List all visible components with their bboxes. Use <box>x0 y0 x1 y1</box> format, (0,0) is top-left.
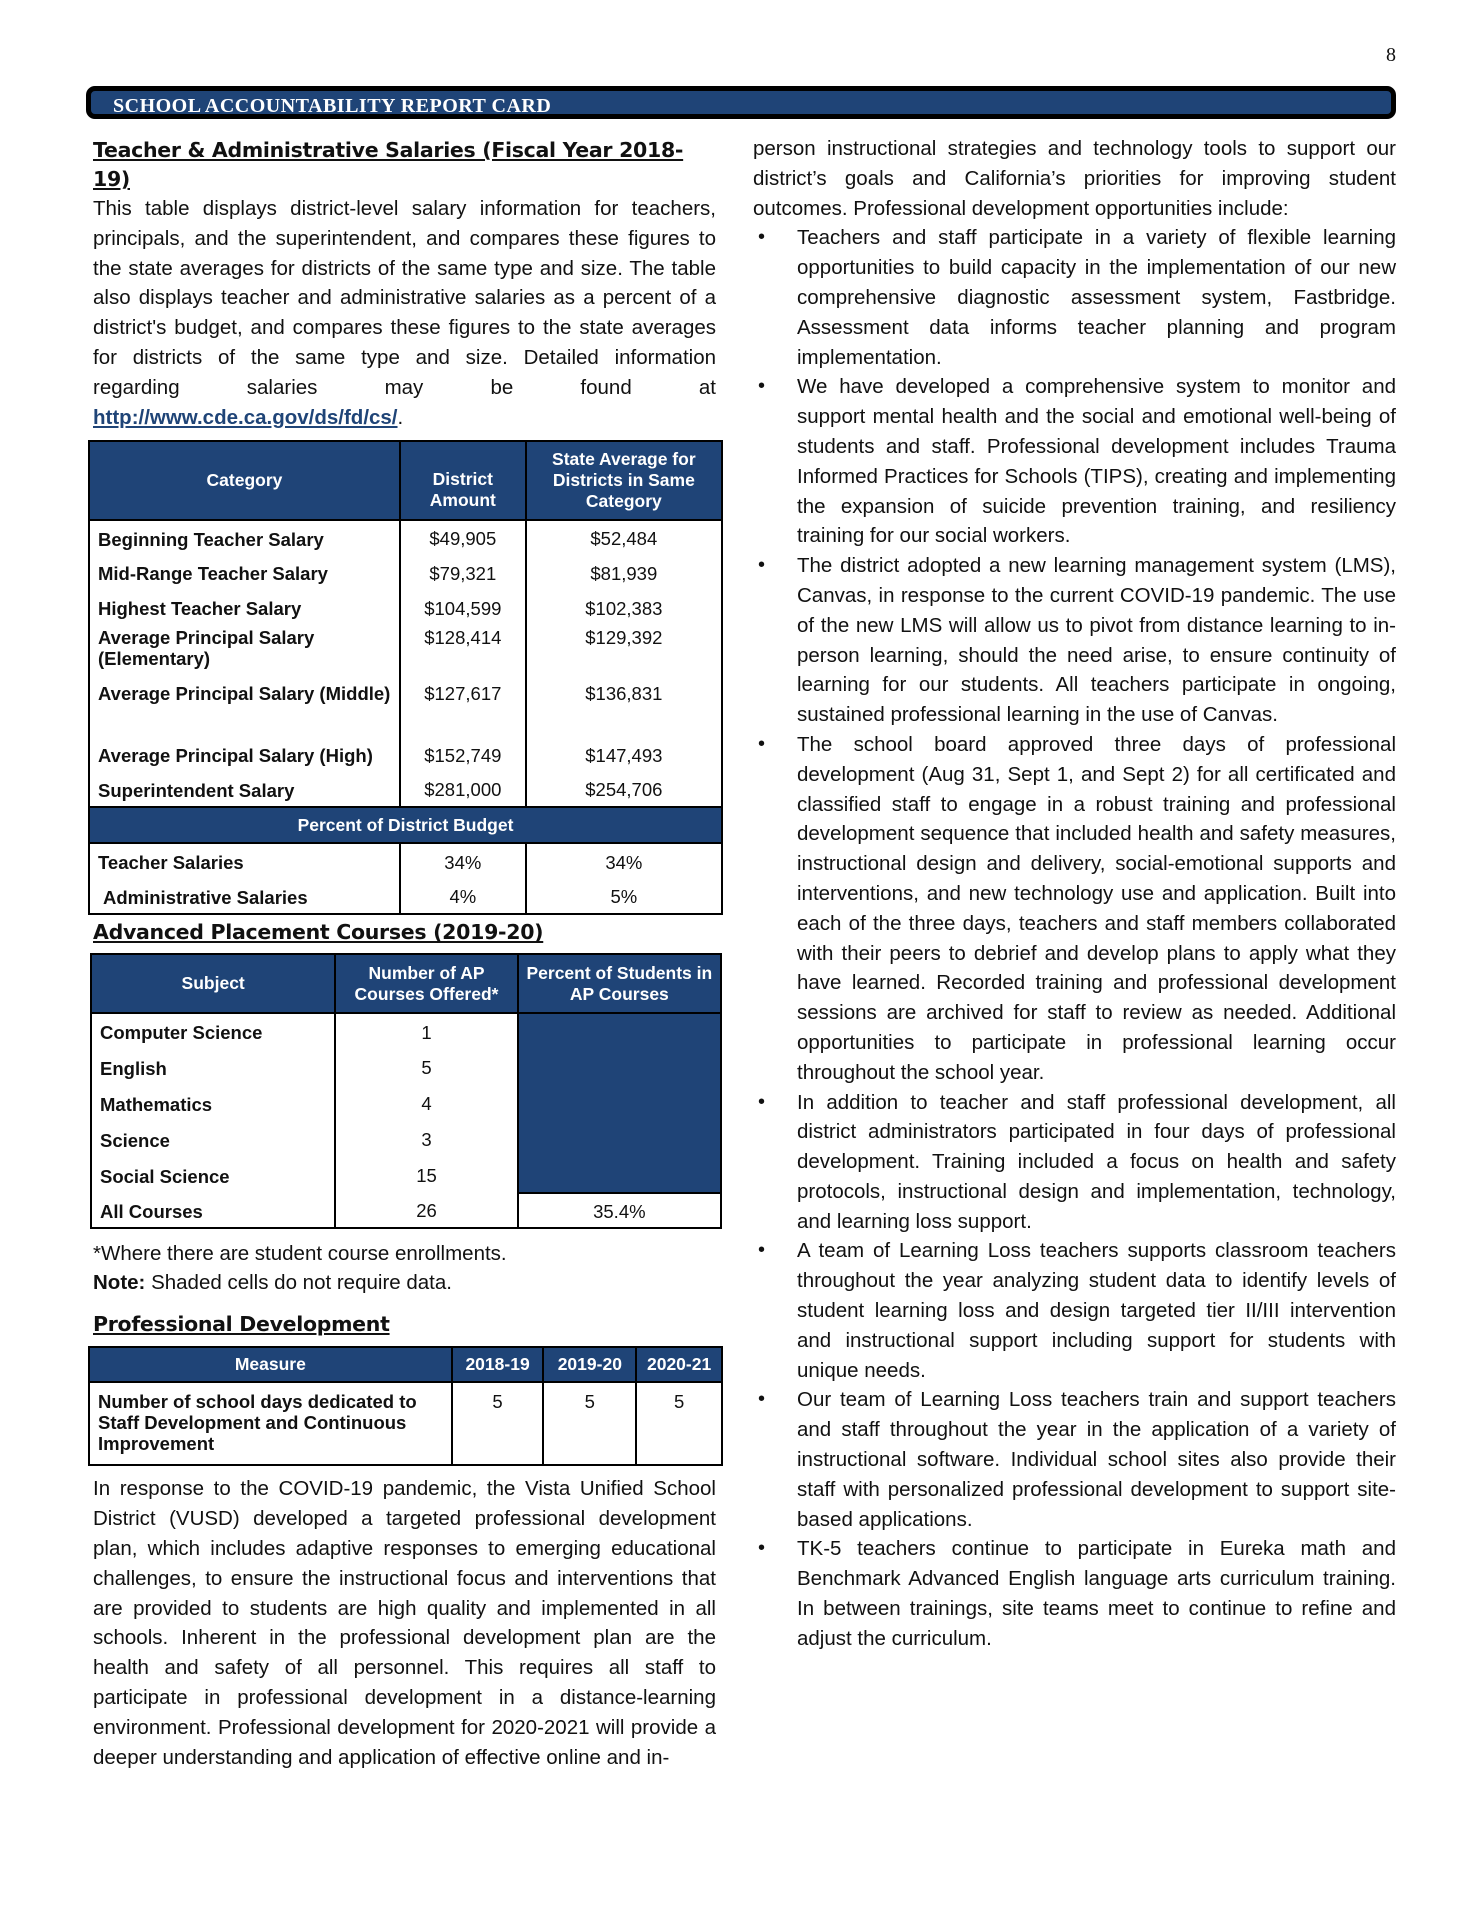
column-header: Measure <box>89 1347 452 1382</box>
report-banner <box>86 86 1396 119</box>
list-item: • We have developed a comprehensive system to monitor and support mental health and the social and emotional well-being of students and staff. Professional development includes Trauma Informed Practices for Schools (TIPS), creating and implementing the expansion of suicide prevention training, and resiliency training for our social workers. <box>753 372 1396 551</box>
bullet-icon: • <box>758 1239 766 1262</box>
list-item: • A team of Learning Loss teachers supports classroom teachers throughout the year analyzing student data to identify levels of student learning loss and design targeted tier II/III intervention and instructional support including support for students with unique needs. <box>753 1236 1396 1385</box>
column-header: 2019-20 <box>543 1347 636 1382</box>
table-row: Computer Science 1 <box>91 1013 721 1049</box>
salaries-heading: Teacher & Administrative Salaries (Fiscal Year 2018-19) <box>93 138 684 191</box>
column-header: State Average for Districts in Same Category <box>526 441 722 520</box>
table-row: All Courses 26 35.4% <box>91 1193 721 1228</box>
banner-title: SCHOOL ACCOUNTABILITY REPORT CARD <box>113 95 552 117</box>
pd-table <box>88 1346 723 1466</box>
bullet-icon: • <box>758 1388 766 1411</box>
ap-heading: Advanced Placement Courses (2019-20) <box>93 920 544 945</box>
pd-continuation: person instructional strategies and technology tools to support our district’s goals and California’s priorities for improving student outcomes. Professional development opportunities include: <box>753 137 1396 220</box>
column-header: Number of AP Courses Offered* <box>335 954 517 1013</box>
pd-paragraph: In response to the COVID-19 pandemic, the Vista Unified School District (VUSD) developed a targeted professional development plan, which includes adaptive responses to emerging educational challenges, to ensure the instructional focus and interventions that are provided to students are high quality and implemented in all schools. Inherent in the professional development plan are the health and safety of all personnel. This requires all staff to participate in professional development in a distance-learning environment. Professional development for 2020-2021 will provide a deeper understanding and application of effective online and in- <box>93 1477 716 1769</box>
ap-table <box>90 953 722 1229</box>
table-row: Mid-Range Teacher Salary $79,321 $81,939 <box>89 555 722 590</box>
column-header: Subject <box>91 954 335 1013</box>
list-item: • The school board approved three days of professional development (Aug 31, Sept 1, and Sept 2) for all certificated and classified staff to engage in a robust training and professional development sequence that included health and safety measures, instructional design and delivery, social-emotional supports and interventions, and new technology use and application. Built into each of the three days, teachers and staff members collaborated with their peers to debrief and develop plans to apply what they have learned. Recorded training and professional development sessions are archived for staff to review as needed. Additional opportunities to participate in professional learning occur throughout the school year. <box>753 730 1396 1088</box>
table-row: Social Science 15 <box>91 1157 721 1193</box>
table-row: English 5 <box>91 1049 721 1085</box>
left-column <box>93 136 716 1772</box>
list-item: • Our team of Learning Loss teachers train and support teachers and staff throughout the year in the application of a variety of instructional software. Individual school sites also provide their staff with personalized professional development to support site-based applications. <box>753 1385 1396 1534</box>
table-row: Mathematics 4 <box>91 1085 721 1121</box>
shaded-cell <box>518 1013 721 1193</box>
ap-footnote: *Where there are student course enrollments. <box>93 1242 507 1266</box>
table-row: Science 3 <box>91 1121 721 1157</box>
list-item: • The district adopted a new learning management system (LMS), Canvas, in response to the current COVID-19 pandemic. The use of the new LMS will allow us to pivot from distance learning to in-person learning, should the need arise, to ensure continuity of learning for our students. All teachers participate in ongoing, sustained professional learning in the use of Canvas. <box>753 551 1396 730</box>
pd-bullet-list <box>753 223 1396 1653</box>
column-header: District Amount <box>400 441 526 520</box>
column-header: Percent of Students in AP Courses <box>518 954 721 1013</box>
column-header: 2020-21 <box>636 1347 722 1382</box>
list-item: • In addition to teacher and staff professional development, all district administrators participated in four days of professional development. Training included a focus on health and safety protocols, instructional design and implementation, technology, and learning loss support. <box>753 1088 1396 1237</box>
table-row: Teacher Salaries 34% 34% <box>89 843 722 879</box>
ap-note: Note: Shaded cells do not require data. <box>93 1271 452 1295</box>
table-row: Average Principal Salary (Middle) $127,617 $136,831 <box>89 681 722 737</box>
bullet-icon: • <box>758 1537 766 1560</box>
budget-band: Percent of District Budget <box>89 807 722 843</box>
table-row: Number of school days dedicated to Staff Development and Continuous Improvement 5 5 5 <box>89 1382 722 1465</box>
list-item: • Teachers and staff participate in a variety of flexible learning opportunities to build capacity in the implementation of our new comprehensive diagnostic assessment system, Fastbridge. Assessment data informs teacher planning and program implementation. <box>753 223 1396 372</box>
list-item: • TK-5 teachers continue to participate in Eureka math and Benchmark Advanced English language arts curriculum training. In between trainings, site teams meet to continue to refine and adjust the curriculum. <box>753 1534 1396 1653</box>
right-column <box>753 134 1396 1654</box>
table-row: Administrative Salaries 4% 5% <box>89 879 722 914</box>
table-row: Average Principal Salary (Elementary) $128,414 $129,392 <box>89 625 722 681</box>
bullet-icon: • <box>758 375 766 398</box>
bullet-icon: • <box>758 732 766 755</box>
table-row: Average Principal Salary (High) $152,749 $147,493 <box>89 737 722 772</box>
salaries-table <box>88 440 723 915</box>
table-row: Highest Teacher Salary $104,599 $102,383 <box>89 590 722 625</box>
bullet-icon: • <box>758 554 766 577</box>
table-row: Beginning Teacher Salary $49,905 $52,484 <box>89 520 722 555</box>
column-header: 2018-19 <box>452 1347 544 1382</box>
table-row: Superintendent Salary $281,000 $254,706 <box>89 772 722 807</box>
pd-heading: Professional Development <box>93 1312 390 1337</box>
salaries-intro: This table displays district-level salary information for teachers, principals, and the superintendent, and compares these figures to the state averages for districts of the same type and size. The table also displays teacher and administrative salaries as a percent of a district's budget, and compares these figures to the state averages for districts of the same type and size. Detailed information regarding salaries may be found at http://www.cde.ca.gov/ds/fd/cs/. <box>93 197 716 429</box>
bullet-icon: • <box>758 226 766 249</box>
page-number: 8 <box>1386 44 1396 66</box>
bullet-icon: • <box>758 1090 766 1113</box>
column-header: Category <box>89 441 400 520</box>
cde-link[interactable]: http://www.cde.ca.gov/ds/fd/cs/ <box>93 405 398 429</box>
